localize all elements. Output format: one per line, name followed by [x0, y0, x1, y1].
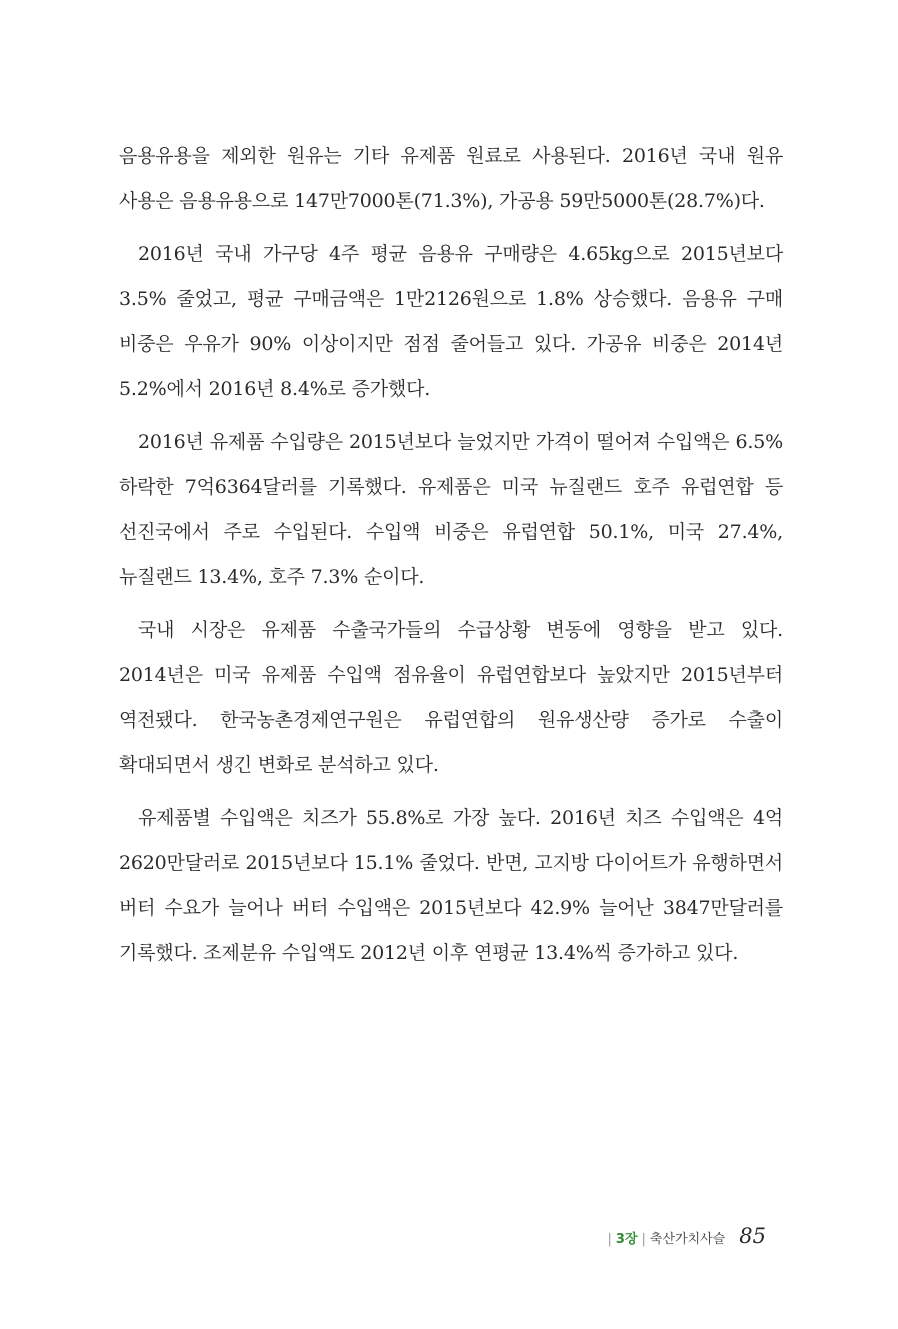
paragraph-2: 2016년 국내 가구당 4주 평균 음용유 구매량은 4.65kg으로 2015년보다 3.5% 줄었고, 평균 구매금액은 1만2126원으로 1.8% 상승했다. 음용유 구매 비중은 우유가 90% 이상이지만 점점 줄어들고 있다. 가공유 비중은 2014년 5.2%에서 2016년 8.4%로 증가했다.	[119, 243, 783, 400]
footer-separator-left: |	[607, 1232, 612, 1247]
paragraph-5: 유제품별 수입액은 치즈가 55.8%로 가장 높다. 2016년 치즈 수입액은 4억 2620만달러로 2015년보다 15.1% 줄었다. 반면, 고지방 다이어트가 유행하면서 버터 수요가 늘어나 버터 수입액은 2015년보다 42.9% 늘어난 3847만달러를 기록했다. 조제분유 수입액도 2012년 이후 연평균 13.4%씩 증가하고 있다.	[119, 807, 783, 964]
footer-separator-middle: |	[641, 1232, 646, 1247]
paragraph-3: 2016년 유제품 수입량은 2015년보다 늘었지만 가격이 떨어져 수입액은 6.5% 하락한 7억6364달러를 기록했다. 유제품은 미국 뉴질랜드 호주 유럽연합 등 선진국에서 주로 수입된다. 수입액 비중은 유럽연합 50.1%, 미국 27.4%, 뉴질랜드 13.4%, 호주 7.3% 순이다.	[119, 431, 783, 588]
page-footer	[604, 1224, 766, 1248]
chapter-label: 3장	[615, 1232, 638, 1247]
paragraph-4: 국내 시장은 유제품 수출국가들의 수급상황 변동에 영향을 받고 있다. 2014년은 미국 유제품 수입액 점유율이 유럽연합보다 높았지만 2015년부터 역전됐다. 한국농촌경제연구원은 유럽연합의 원유생산량 증가로 수출이 확대되면서 생긴 변화로 분석하고 있다.	[119, 619, 783, 776]
paragraph-1: 음용유용을 제외한 원유는 기타 유제품 원료로 사용된다. 2016년 국내 원유 사용은 음용유용으로 147만7000톤(71.3%), 가공용 59만5000톤(28.7%)다.	[119, 145, 783, 212]
section-title: 축산가치사슬	[649, 1232, 726, 1247]
body-text	[119, 134, 783, 984]
page-number: 85	[739, 1224, 766, 1248]
